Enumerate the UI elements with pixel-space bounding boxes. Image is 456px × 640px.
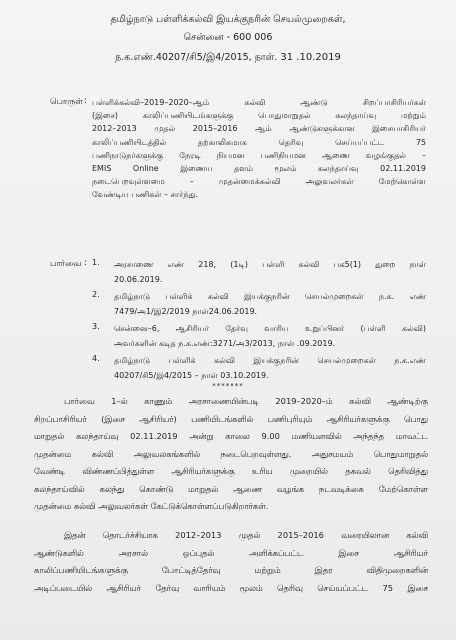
separator-stars: ******* <box>212 382 244 390</box>
reference-line: சென்னை–6, ஆசிரியர் தேர்வு வாரிய உறுப்பினர் (பள்ளி கல்வி) <box>114 324 426 333</box>
reference-number: 2. <box>92 290 100 299</box>
subject-line: பணிநாடுநர்களுக்கு நேரடி நியமன பணிநியமன ஆணை வழங்குதல் – <box>92 150 426 160</box>
document-date: 31 .10.2019 <box>280 52 341 63</box>
subject-line: நடைபெறவுள்ளமை – முதன்மைக்கல்வி அலுவலர்கள் மேற்கொள்ள <box>92 177 426 187</box>
body-line: பார்வை 1–ல் காணும் அரசாணையின்படி 2019–2020–ம் கல்வி ஆண்டிற்கு <box>64 396 428 406</box>
reference-line: தமிழ்நாடு பள்ளிக் கல்வி இயக்குநரின் செயல்முறைகள் ந.க.எண் <box>114 356 426 365</box>
reference-line: அவர்களின் கடித ந.க.எண்:3271/அ3/2013, நாள் .09.2019. <box>114 338 336 348</box>
subject-line: EMIS Online இணைய தளம் மூலம் கலந்தாய்வு 02.11.2019 <box>92 163 426 173</box>
reference-number-text: ந.க.எண்.40207/சி5/இ4/2015, நாள். <box>115 52 278 63</box>
subject-label: பொருள் <box>50 97 83 107</box>
body-line: முதன்மை கல்வி அலுவலர்கள் கேட்டுக்கொள்ளப்படுகிறார்கள். <box>34 501 269 511</box>
body-line: சிறப்பாசிரியர் (இசை ஆசிரியர்) பணியிடங்களில் பணிபுரியும் ஆசிரியர்களுக்கு பொது <box>34 413 428 424</box>
subject-line: பள்ளிக்கல்வி–2019–2020–ஆம் கல்வி ஆண்டு சிறப்பாசிரியர்கள் <box>92 98 426 107</box>
subject-colon: : <box>84 96 87 106</box>
body-line: ஆண்டுகளில் அரசால் ஒப்புதல் அளிக்கப்பட்ட இசை ஆசிரியர் <box>34 547 428 558</box>
reference-line: 20.06.2019. <box>114 274 163 284</box>
header-department: தமிழ்நாடு பள்ளிக்கல்வி இயக்குநரின் செயல்முறைகள், <box>110 14 346 25</box>
body-line: மாறுதல் கலந்தாய்வு 02.11.2019 அன்று காலை 9.00 மணியளவில் அந்தந்த மாவட்ட <box>34 431 428 441</box>
references-label: பார்வை <box>50 259 82 269</box>
subject-line: (இசை) காலிப்பணியிடங்களுக்கு பொதுமாறுதல் கலந்தாய்வு மற்றும் <box>92 111 426 121</box>
body-paragraph-1 <box>34 393 428 516</box>
reference-item <box>92 322 426 351</box>
reference-line: 40207/சி5/இ4/2015 – நாள் 03.10.2019. <box>114 370 269 380</box>
body-paragraph-2 <box>34 527 428 597</box>
body-line: வேண்டி விண்ணப்பித்துள்ள ஆசிரியர்களுக்கு உரிய முறையில் தகவல் தெரிவித்து <box>34 466 428 476</box>
reference-number: 1. <box>92 258 100 267</box>
reference-number: 4. <box>92 354 100 363</box>
reference-number: 3. <box>92 322 100 331</box>
header-city: சென்னை - 600 006 <box>183 32 273 43</box>
body-line: இதன் தொடர்ச்சியாக 2012–2013 முதல் 2015–2016 வரையிலான கல்வி <box>64 530 428 540</box>
reference-item <box>92 290 426 319</box>
body-line: கலந்தாய்வில் கலந்து கொண்டு மாறுதல் ஆணை வழங்க நடவடிக்கை மேற்கொள்ள <box>34 483 428 494</box>
reference-line: அரசாணை எண் 218, (1டி) பள்ளி கல்வி பக5(1) துறை நாள் <box>114 260 426 269</box>
subject-line: காலிப்பணியிடத்தில் தற்காலிகமாக தெரிவு செய்யப்பட்ட 75 <box>92 137 426 147</box>
subject-text <box>92 96 426 202</box>
reference-item <box>92 354 426 383</box>
body-line: முதன்மை கல்வி அலுவலகங்களில் நடைபெறவுள்ளது. அதுசமயம் பொதுமாறுதல் <box>34 448 428 459</box>
header-reference-number <box>0 52 456 64</box>
references-list <box>92 258 426 386</box>
subject-line: 2012–2013 முதல் 2015–2016 ஆம் ஆண்டுகளுக்கான இசையாசிரியர் <box>92 124 426 134</box>
reference-item <box>92 258 426 287</box>
subject-line: வேண்டிய பணிகள் – சார்ந்து. <box>92 190 198 200</box>
body-line: காலிப்பணியிடங்களுக்கு போட்டித்தேர்வு மற்றும் இதர விதிமுறைகளின் <box>34 565 428 575</box>
reference-line: 7479/அ1/இ2/2019 நாள்24.06.2019. <box>114 306 258 316</box>
reference-line: தமிழ்நாடு பள்ளிக் கல்வி இயக்குநரின் செயல்முறைகள் ந.க. எண் <box>114 292 426 301</box>
references-colon: : <box>84 258 87 268</box>
body-line: அடிப்படையில் ஆசிரியர் தேர்வு வாரியம் மூலம் தெரிவு செய்யப்பட்ட 75 இசை <box>34 582 428 593</box>
